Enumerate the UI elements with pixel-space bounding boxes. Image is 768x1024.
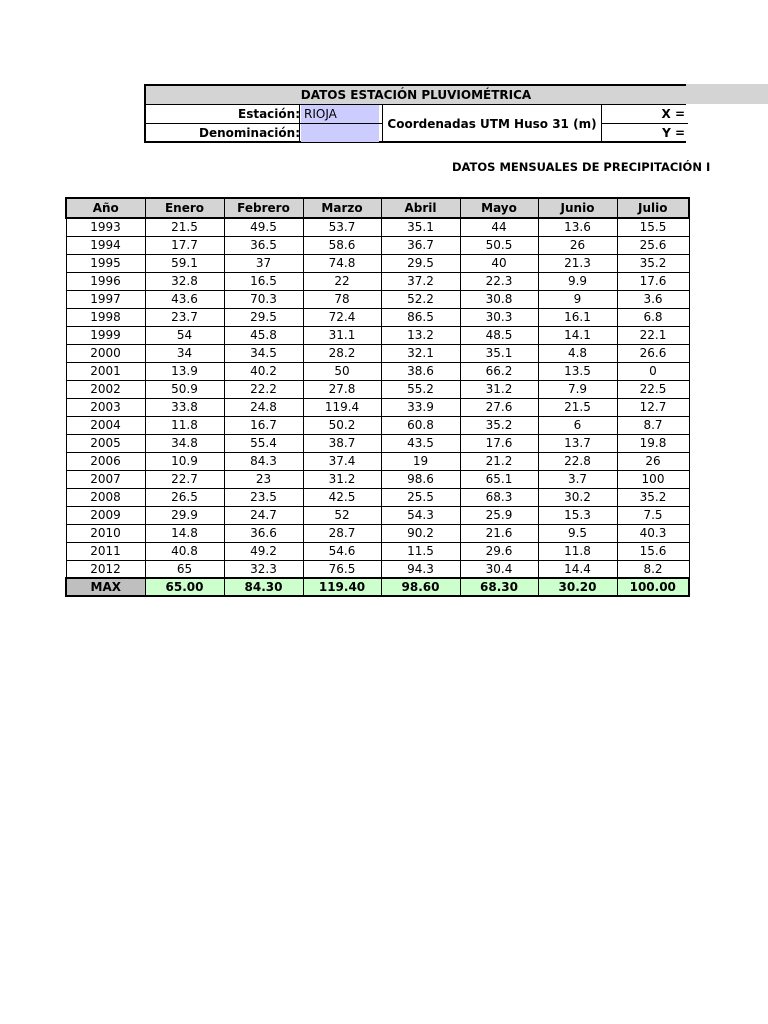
precipitation-cell[interactable]: 6 <box>538 416 617 434</box>
precipitation-cell[interactable]: 3.6 <box>617 290 689 308</box>
precipitation-cell[interactable]: 65 <box>145 560 224 578</box>
max-value-cell[interactable]: 68.30 <box>460 578 538 596</box>
precipitation-cell[interactable]: 24.7 <box>224 506 303 524</box>
precipitation-cell[interactable]: 25.9 <box>460 506 538 524</box>
precipitation-cell[interactable]: 55.4 <box>224 434 303 452</box>
station-info-block <box>144 104 686 143</box>
precipitation-cell[interactable]: 32.8 <box>145 272 224 290</box>
precipitation-cell[interactable]: 50 <box>303 362 381 380</box>
precipitation-cell[interactable]: 29.5 <box>381 254 460 272</box>
table-header-row <box>66 198 689 218</box>
table-row <box>66 452 689 470</box>
table-row <box>66 272 689 290</box>
precipitation-cell[interactable]: 7.5 <box>617 506 689 524</box>
precipitation-cell[interactable]: 50.5 <box>460 236 538 254</box>
precipitation-cell[interactable]: 22.7 <box>145 470 224 488</box>
precipitation-cell[interactable]: 26.5 <box>145 488 224 506</box>
year-cell[interactable]: 2011 <box>66 542 145 560</box>
precipitation-cell[interactable]: 32.1 <box>381 344 460 362</box>
column-header[interactable]: Abril <box>381 198 460 218</box>
monthly-precipitation-subtitle: DATOS MENSUALES DE PRECIPITACIÓN I <box>452 160 711 174</box>
precipitation-cell[interactable]: 66.2 <box>460 362 538 380</box>
precipitation-cell[interactable]: 36.7 <box>381 236 460 254</box>
station-field[interactable]: RIOJA <box>301 105 379 123</box>
max-value-cell[interactable]: 30.20 <box>538 578 617 596</box>
precipitation-cell[interactable]: 27.8 <box>303 380 381 398</box>
precipitation-table <box>65 197 690 597</box>
denomination-field[interactable] <box>301 124 379 142</box>
year-cell[interactable]: 2000 <box>66 344 145 362</box>
precipitation-cell[interactable]: 31.1 <box>303 326 381 344</box>
year-cell[interactable]: 1995 <box>66 254 145 272</box>
precipitation-cell[interactable]: 22.8 <box>538 452 617 470</box>
precipitation-cell[interactable]: 23 <box>224 470 303 488</box>
precipitation-cell[interactable]: 21.5 <box>538 398 617 416</box>
year-cell[interactable]: 2003 <box>66 398 145 416</box>
precipitation-cell[interactable]: 74.8 <box>303 254 381 272</box>
precipitation-cell[interactable]: 49.2 <box>224 542 303 560</box>
max-value-cell[interactable]: 65.00 <box>145 578 224 596</box>
precipitation-cell[interactable]: 7.9 <box>538 380 617 398</box>
precipitation-cell[interactable]: 21.2 <box>460 452 538 470</box>
precipitation-cell[interactable]: 43.6 <box>145 290 224 308</box>
precipitation-cell[interactable]: 31.2 <box>303 470 381 488</box>
table-row <box>66 398 689 416</box>
precipitation-cell[interactable]: 30.3 <box>460 308 538 326</box>
precipitation-cell[interactable]: 60.8 <box>381 416 460 434</box>
precipitation-cell[interactable]: 37.2 <box>381 272 460 290</box>
precipitation-cell[interactable]: 26 <box>617 452 689 470</box>
precipitation-cell[interactable]: 55.2 <box>381 380 460 398</box>
precipitation-cell[interactable]: 22.3 <box>460 272 538 290</box>
column-header[interactable]: Marzo <box>303 198 381 218</box>
precipitation-cell[interactable]: 6.8 <box>617 308 689 326</box>
table-row <box>66 542 689 560</box>
year-cell[interactable]: 1999 <box>66 326 145 344</box>
max-value-cell[interactable]: 98.60 <box>381 578 460 596</box>
precipitation-cell[interactable]: 17.6 <box>617 272 689 290</box>
table-row <box>66 236 689 254</box>
table-row <box>66 434 689 452</box>
precipitation-cell[interactable]: 32.3 <box>224 560 303 578</box>
denomination-label: Denominación: <box>199 126 300 140</box>
precipitation-cell[interactable]: 16.1 <box>538 308 617 326</box>
table-row <box>66 470 689 488</box>
year-cell[interactable]: 2002 <box>66 380 145 398</box>
precipitation-cell[interactable]: 22.2 <box>224 380 303 398</box>
table-row <box>66 344 689 362</box>
column-header[interactable]: Año <box>66 198 145 218</box>
precipitation-cell[interactable]: 70.3 <box>224 290 303 308</box>
precipitation-cell[interactable]: 21.5 <box>145 218 224 236</box>
precipitation-cell[interactable]: 33.8 <box>145 398 224 416</box>
precipitation-cell[interactable]: 11.8 <box>538 542 617 560</box>
precipitation-cell[interactable]: 52.2 <box>381 290 460 308</box>
table-row <box>66 326 689 344</box>
year-cell[interactable]: 1998 <box>66 308 145 326</box>
table-row <box>66 254 689 272</box>
precipitation-cell[interactable]: 94.3 <box>381 560 460 578</box>
max-value-cell[interactable]: 119.40 <box>303 578 381 596</box>
precipitation-cell[interactable]: 76.5 <box>303 560 381 578</box>
precipitation-cell[interactable]: 22.5 <box>617 380 689 398</box>
precipitation-cell[interactable]: 13.2 <box>381 326 460 344</box>
precipitation-cell[interactable]: 23.5 <box>224 488 303 506</box>
precipitation-cell[interactable]: 3.7 <box>538 470 617 488</box>
precipitation-cell[interactable]: 40.2 <box>224 362 303 380</box>
precipitation-cell[interactable]: 14.4 <box>538 560 617 578</box>
precipitation-cell[interactable]: 54.3 <box>381 506 460 524</box>
station-label: Estación: <box>238 107 300 121</box>
precipitation-cell[interactable]: 34.8 <box>145 434 224 452</box>
precipitation-cell[interactable]: 23.7 <box>145 308 224 326</box>
table-row <box>66 380 689 398</box>
precipitation-cell[interactable]: 43.5 <box>381 434 460 452</box>
precipitation-cell[interactable]: 48.5 <box>460 326 538 344</box>
precipitation-cell[interactable]: 19.8 <box>617 434 689 452</box>
precipitation-cell[interactable]: 36.6 <box>224 524 303 542</box>
year-cell[interactable]: 1994 <box>66 236 145 254</box>
table-row <box>66 218 689 236</box>
table-row <box>66 560 689 578</box>
precipitation-cell[interactable]: 44 <box>460 218 538 236</box>
precipitation-cell[interactable]: 10.9 <box>145 452 224 470</box>
precipitation-cell[interactable]: 72.4 <box>303 308 381 326</box>
max-row <box>66 578 689 596</box>
precipitation-cell[interactable]: 98.6 <box>381 470 460 488</box>
year-cell[interactable]: 2001 <box>66 362 145 380</box>
precipitation-cell[interactable]: 15.3 <box>538 506 617 524</box>
precipitation-cell[interactable]: 30.4 <box>460 560 538 578</box>
precipitation-cell[interactable]: 38.6 <box>381 362 460 380</box>
precipitation-cell[interactable]: 9.9 <box>538 272 617 290</box>
precipitation-cell[interactable]: 30.8 <box>460 290 538 308</box>
precipitation-cell[interactable]: 17.6 <box>460 434 538 452</box>
precipitation-cell[interactable]: 29.9 <box>145 506 224 524</box>
precipitation-cell[interactable]: 9.5 <box>538 524 617 542</box>
y-coordinate-label[interactable]: Y = <box>662 126 685 140</box>
table-row <box>66 308 689 326</box>
precipitation-cell[interactable]: 50.9 <box>145 380 224 398</box>
precipitation-cell[interactable]: 35.2 <box>617 254 689 272</box>
precipitation-cell[interactable]: 38.7 <box>303 434 381 452</box>
precipitation-cell[interactable]: 54.6 <box>303 542 381 560</box>
year-cell[interactable]: 2010 <box>66 524 145 542</box>
precipitation-cell[interactable]: 8.2 <box>617 560 689 578</box>
precipitation-cell[interactable]: 11.5 <box>381 542 460 560</box>
precipitation-cell[interactable]: 54 <box>145 326 224 344</box>
precipitation-cell[interactable]: 65.1 <box>460 470 538 488</box>
utm-coordinates-label: Coordenadas UTM Huso 31 (m) <box>382 105 602 142</box>
precipitation-cell[interactable]: 35.1 <box>381 218 460 236</box>
precipitation-cell[interactable]: 59.1 <box>145 254 224 272</box>
precipitation-cell[interactable]: 14.1 <box>538 326 617 344</box>
table-row <box>66 488 689 506</box>
precipitation-cell[interactable]: 37.4 <box>303 452 381 470</box>
max-value-cell[interactable]: 100.00 <box>617 578 689 596</box>
precipitation-cell[interactable]: 19 <box>381 452 460 470</box>
precipitation-cell[interactable]: 25.5 <box>381 488 460 506</box>
year-cell[interactable]: 2006 <box>66 452 145 470</box>
year-cell[interactable]: 2005 <box>66 434 145 452</box>
x-coordinate-label[interactable]: X = <box>661 107 685 121</box>
precipitation-cell[interactable]: 13.6 <box>538 218 617 236</box>
title-fill-cell[interactable] <box>686 84 768 104</box>
year-cell[interactable]: 1997 <box>66 290 145 308</box>
precipitation-cell[interactable]: 4.8 <box>538 344 617 362</box>
precipitation-cell[interactable]: 53.7 <box>303 218 381 236</box>
table-row <box>66 506 689 524</box>
table-row <box>66 416 689 434</box>
precipitation-cell[interactable]: 78 <box>303 290 381 308</box>
precipitation-cell[interactable]: 35.1 <box>460 344 538 362</box>
precipitation-cell[interactable]: 8.7 <box>617 416 689 434</box>
precipitation-cell[interactable]: 86.5 <box>381 308 460 326</box>
precipitation-cell[interactable]: 29.5 <box>224 308 303 326</box>
precipitation-cell[interactable]: 16.7 <box>224 416 303 434</box>
precipitation-cell[interactable]: 21.6 <box>460 524 538 542</box>
precipitation-cell[interactable]: 40.8 <box>145 542 224 560</box>
precipitation-cell[interactable]: 13.7 <box>538 434 617 452</box>
table-body <box>66 218 689 596</box>
precipitation-cell[interactable]: 34.5 <box>224 344 303 362</box>
precipitation-cell[interactable]: 28.7 <box>303 524 381 542</box>
precipitation-cell[interactable]: 52 <box>303 506 381 524</box>
precipitation-cell[interactable]: 28.2 <box>303 344 381 362</box>
precipitation-cell[interactable]: 11.8 <box>145 416 224 434</box>
column-header[interactable]: Julio <box>617 198 689 218</box>
precipitation-cell[interactable]: 58.6 <box>303 236 381 254</box>
precipitation-cell[interactable]: 35.2 <box>460 416 538 434</box>
precipitation-cell[interactable]: 50.2 <box>303 416 381 434</box>
precipitation-cell[interactable]: 40 <box>460 254 538 272</box>
year-cell[interactable]: 2009 <box>66 506 145 524</box>
precipitation-cell[interactable]: 30.2 <box>538 488 617 506</box>
column-header[interactable]: Febrero <box>224 198 303 218</box>
precipitation-cell[interactable]: 42.5 <box>303 488 381 506</box>
year-cell[interactable]: 1996 <box>66 272 145 290</box>
precipitation-cell[interactable]: 17.7 <box>145 236 224 254</box>
year-cell[interactable]: 2008 <box>66 488 145 506</box>
station-data-title[interactable]: DATOS ESTACIÓN PLUVIOMÉTRICA <box>144 84 686 104</box>
table-row <box>66 362 689 380</box>
precipitation-cell[interactable]: 13.5 <box>538 362 617 380</box>
precipitation-cell[interactable]: 27.6 <box>460 398 538 416</box>
precipitation-cell[interactable]: 35.2 <box>617 488 689 506</box>
precipitation-cell[interactable]: 31.2 <box>460 380 538 398</box>
max-label-cell[interactable]: MAX <box>66 578 145 596</box>
table-row <box>66 290 689 308</box>
precipitation-cell[interactable]: 45.8 <box>224 326 303 344</box>
table-row <box>66 524 689 542</box>
precipitation-cell[interactable]: 12.7 <box>617 398 689 416</box>
precipitation-cell[interactable]: 36.5 <box>224 236 303 254</box>
precipitation-cell[interactable]: 34 <box>145 344 224 362</box>
precipitation-cell[interactable]: 25.6 <box>617 236 689 254</box>
precipitation-cell[interactable]: 24.8 <box>224 398 303 416</box>
year-cell[interactable]: 2004 <box>66 416 145 434</box>
year-cell[interactable]: 1993 <box>66 218 145 236</box>
precipitation-cell[interactable]: 14.8 <box>145 524 224 542</box>
year-cell[interactable]: 2007 <box>66 470 145 488</box>
column-header[interactable]: Mayo <box>460 198 538 218</box>
precipitation-cell[interactable]: 68.3 <box>460 488 538 506</box>
max-value-cell[interactable]: 84.30 <box>224 578 303 596</box>
precipitation-cell[interactable]: 13.9 <box>145 362 224 380</box>
column-header[interactable]: Junio <box>538 198 617 218</box>
precipitation-cell[interactable]: 33.9 <box>381 398 460 416</box>
precipitation-cell[interactable]: 26.6 <box>617 344 689 362</box>
precipitation-cell[interactable]: 84.3 <box>224 452 303 470</box>
precipitation-cell[interactable]: 0 <box>617 362 689 380</box>
year-cell[interactable]: 2012 <box>66 560 145 578</box>
precipitation-cell[interactable]: 22.1 <box>617 326 689 344</box>
precipitation-cell[interactable]: 49.5 <box>224 218 303 236</box>
precipitation-cell[interactable]: 29.6 <box>460 542 538 560</box>
precipitation-cell[interactable]: 21.3 <box>538 254 617 272</box>
precipitation-cell[interactable]: 9 <box>538 290 617 308</box>
precipitation-cell[interactable]: 22 <box>303 272 381 290</box>
precipitation-cell[interactable]: 119.4 <box>303 398 381 416</box>
precipitation-cell[interactable]: 15.5 <box>617 218 689 236</box>
column-header[interactable]: Enero <box>145 198 224 218</box>
precipitation-cell[interactable]: 40.3 <box>617 524 689 542</box>
precipitation-cell[interactable]: 37 <box>224 254 303 272</box>
precipitation-cell[interactable]: 15.6 <box>617 542 689 560</box>
precipitation-cell[interactable]: 26 <box>538 236 617 254</box>
precipitation-cell[interactable]: 16.5 <box>224 272 303 290</box>
precipitation-cell[interactable]: 100 <box>617 470 689 488</box>
precipitation-cell[interactable]: 90.2 <box>381 524 460 542</box>
